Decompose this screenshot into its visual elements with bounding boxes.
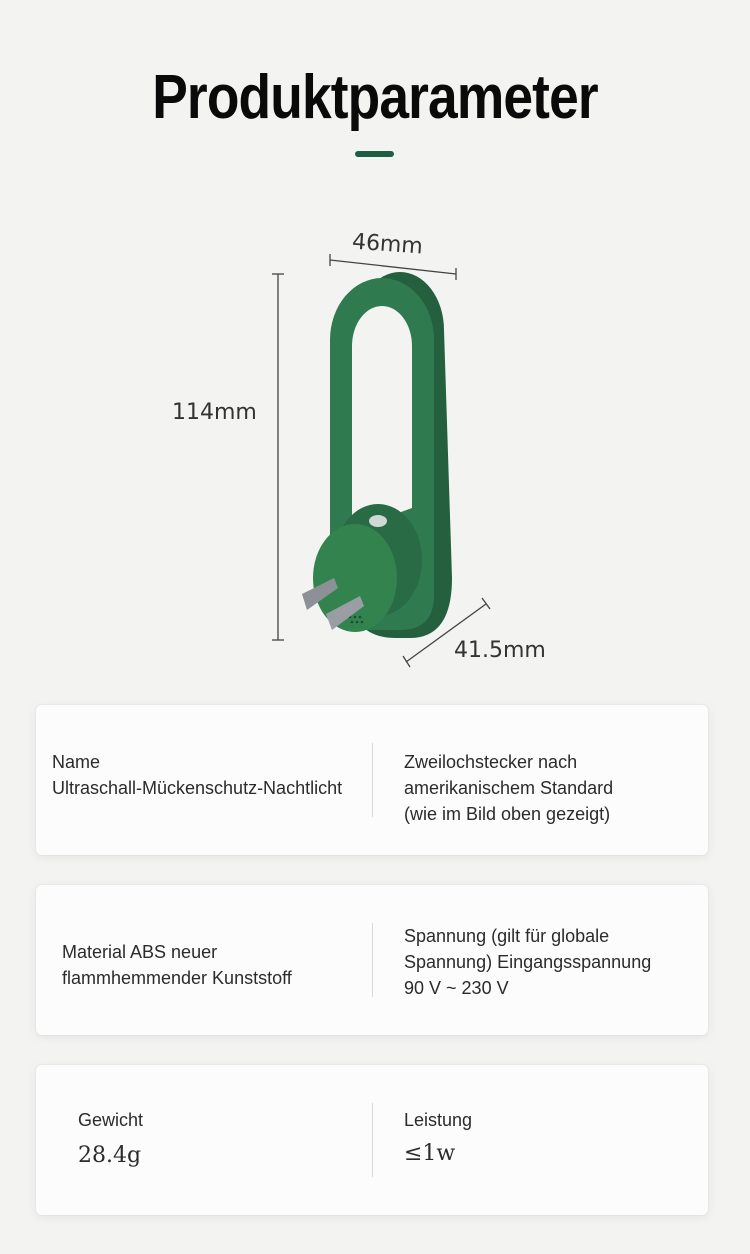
plug-type-line-2: amerikanischem Standard — [404, 778, 614, 798]
height-dimension-line — [272, 274, 284, 640]
title-accent-bar — [355, 151, 394, 157]
power-label: Leistung — [404, 1110, 473, 1130]
power-value: ≤1w — [404, 1141, 456, 1166]
spec-card-name — [36, 705, 708, 855]
name-cell — [52, 749, 372, 801]
material-cell — [62, 939, 362, 991]
divider — [372, 1103, 373, 1177]
page-title: Produktparameter — [152, 63, 598, 132]
voltage-line-1: Spannung (gilt für globale — [404, 926, 610, 946]
spec-card-material — [36, 885, 708, 1035]
power-cell — [404, 1107, 684, 1169]
weight-cell — [78, 1107, 358, 1171]
spec-card-weight — [36, 1065, 708, 1215]
divider — [372, 923, 373, 997]
voltage-line-2: Spannung) Eingangsspannung — [404, 952, 652, 972]
plug-type-cell — [404, 749, 704, 827]
width-label: 46mm — [351, 229, 424, 260]
material-line-1: Material ABS neuer — [62, 942, 218, 962]
divider — [372, 743, 373, 817]
light-sensor — [369, 515, 387, 527]
depth-label: 41.5mm — [454, 638, 546, 663]
height-label: 114mm — [172, 400, 257, 425]
material-line-2: flammhemmender Kunststoff — [62, 968, 292, 988]
voltage-line-3: 90 V ~ 230 V — [404, 978, 509, 998]
weight-value: 28.4g — [78, 1143, 142, 1168]
name-value: Ultraschall-Mückenschutz-Nachtlicht — [52, 778, 343, 798]
name-label: Name — [52, 752, 101, 772]
plug-type-line-3: (wie im Bild oben gezeigt) — [404, 804, 611, 824]
weight-label: Gewicht — [78, 1110, 144, 1130]
night-light-illustration — [0, 200, 750, 700]
product-diagram — [0, 200, 750, 700]
voltage-cell — [404, 923, 704, 1001]
plug-type-line-1: Zweilochstecker nach — [404, 752, 578, 772]
product-loop-opening — [352, 306, 412, 530]
